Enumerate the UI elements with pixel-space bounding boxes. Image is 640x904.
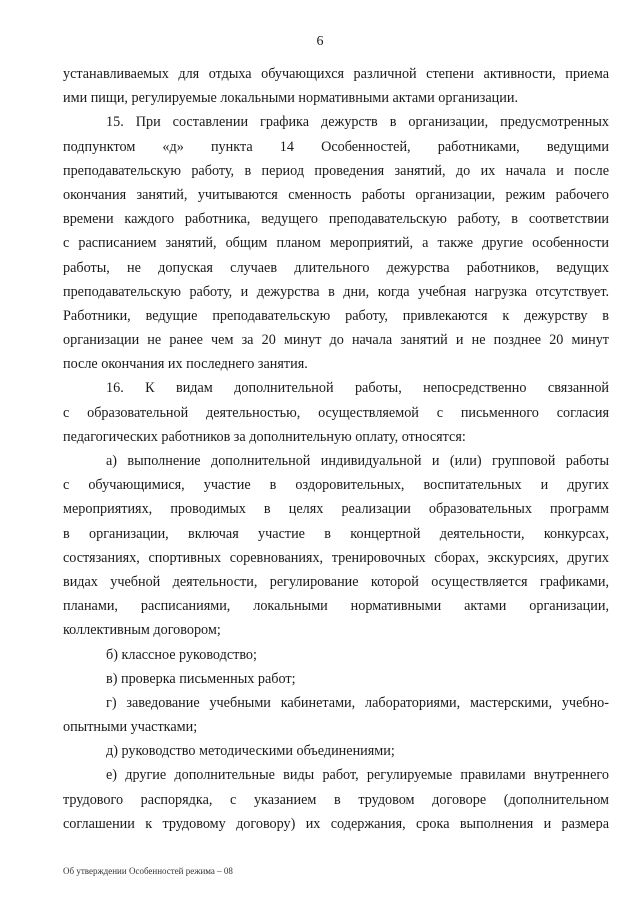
text-line: г) заведование учебными кабинетами, лабораториями, мастерскими, учебно-: [106, 694, 609, 711]
text-line: педагогических работников за дополнительную оплату, относятся:: [63, 428, 466, 445]
text-line: подпунктом «д» пункта 14 Особенностей, работниками, ведущими: [63, 138, 609, 155]
text-line: видах учебной деятельности, регулирование которой осуществляется графиками,: [63, 573, 609, 590]
text-line: мероприятиях, проводимых в целях реализации образовательных программ: [63, 501, 609, 518]
text-line: а) выполнение дополнительной индивидуальной и (или) групповой работы: [106, 453, 609, 469]
text-line: планами, расписаниями, локальными нормативными актами организации,: [63, 598, 609, 615]
text-line: с обучающимися, участие в оздоровительных, воспитательных и других: [63, 477, 609, 494]
text-line: преподавательскую работу, и дежурства в дни, когда учебная нагрузка отсутствует.: [63, 283, 609, 300]
text-line: 16. К видам дополнительной работы, непосредственно связанной: [106, 380, 609, 397]
text-line: Работники, ведущие преподавательскую работу, привлекаются к дежурству в: [63, 307, 609, 324]
text-line: коллективным договором;: [63, 622, 221, 639]
text-line: е) другие дополнительные виды работ, регулируемые правилами внутреннего: [106, 767, 609, 784]
text-line: состязаниях, спортивных соревнованиях, тренировочных сборах, экскурсиях, других: [63, 549, 609, 566]
text-line: в организации, включая участие в концертной деятельности, конкурсах,: [63, 525, 609, 542]
text-line: трудового распорядка, с указанием в трудовом договоре (дополнительном: [63, 791, 609, 808]
document-body: [63, 62, 609, 836]
text-line: с образовательной деятельностью, осуществляемой с письменного согласия: [63, 404, 609, 421]
text-line: соглашении к трудовому договору) их содержания, срока выполнения и размера: [63, 815, 609, 832]
page-number: 6: [316, 34, 324, 49]
text-line: в) проверка письменных работ;: [106, 670, 296, 687]
text-line: окончания занятий, учитываются сменность работы организации, режим рабочего: [63, 186, 609, 203]
text-line: устанавливаемых для отдыха обучающихся различной степени активности, приема: [63, 66, 609, 82]
text-line: д) руководство методическими объединениями;: [106, 743, 395, 760]
text-line: времени каждого работника, ведущего преподавательскую работу, в соответствии: [63, 211, 609, 228]
text-line: организации не ранее чем за 20 минут до начала занятий и не позднее 20 минут: [63, 332, 609, 349]
text-line: опытными участками;: [63, 719, 198, 736]
text-line: после окончания их последнего занятия.: [63, 356, 308, 373]
text-line: с расписанием занятий, общим планом мероприятий, а также другие особенности: [63, 235, 609, 252]
text-line: б) классное руководство;: [106, 646, 257, 663]
text-line: 15. При составлении графика дежурств в организации, предусмотренных: [106, 114, 609, 131]
text-line: ими пищи, регулируемые локальными нормативными актами организации.: [63, 90, 519, 107]
page-footer: Об утверждении Особенностей режима – 08: [63, 866, 233, 876]
text-line: работы, не допуская случаев длительного дежурства работников, ведущих: [63, 259, 609, 276]
text-line: преподавательскую работу, в период проведения занятий, до их начала и после: [63, 162, 609, 179]
